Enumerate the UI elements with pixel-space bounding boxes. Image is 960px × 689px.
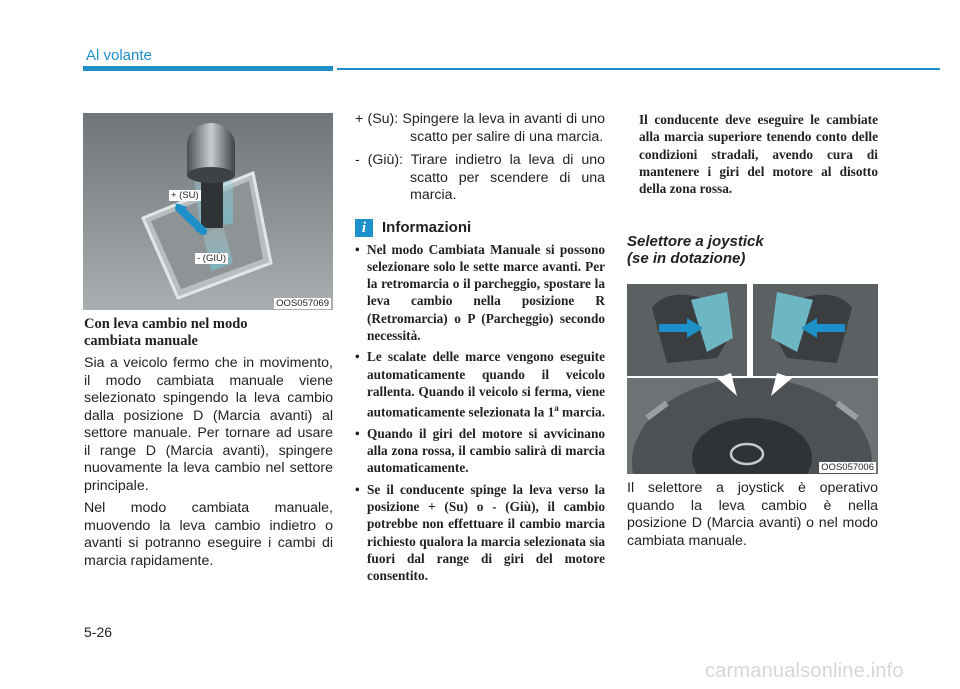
page-number: 5-26 (84, 624, 113, 640)
bullet-text: Nel modo Cambiata Manuale si possono selezionare solo le sette marce avanti. Per la retromarcia o il parcheggio, spostare la leva cambio nella posizione R (Retromarcia) o P (Parcheggio) secondo necessità. (367, 241, 605, 343)
gear-lever-illustration (83, 113, 333, 310)
watermark: carmanualsonline.info (705, 660, 904, 682)
steering-wheel-illustration (627, 278, 878, 474)
subheading-joystick (627, 233, 764, 267)
gear-lever-figure (83, 113, 333, 310)
definition-shift-down (355, 152, 605, 205)
definition-desc: Tirare indietro la leva di uno scatto per scendere di una marcia. (410, 152, 606, 203)
info-heading (355, 219, 605, 237)
subheading-line-2: cambiata manuale (84, 333, 198, 349)
column-1 (84, 316, 333, 575)
list-item: • Quando il giri del motore si avvicinano alla zona rossa, il cambio salirà di marcia automaticamente. (355, 425, 605, 476)
subheading-line-2: (se in dotazione) (627, 250, 746, 267)
info-title: Informazioni (382, 219, 472, 236)
definition-term: - (Giù): (355, 152, 404, 168)
definition-desc: Spingere la leva in avanti di uno scatto per salire di una marcia. (402, 111, 605, 145)
bullet-tail: marcia. (558, 404, 606, 420)
section-title: Al volante (86, 47, 152, 64)
figure-code: OOS057069 (276, 298, 329, 309)
subheading-manual-mode (84, 316, 333, 350)
paragraph-joystick: Il selettore a joystick è operativo quando la leva cambio è nella posizione D (Marcia avanti) o nel modo cambiata manuale. (627, 480, 878, 549)
paragraph-manual-mode-shift: Nel modo cambiata manuale, muovendo la leva cambio indietro o avanti si potranno eseguire i cambi di marcia rapidamente. (84, 500, 333, 569)
info-bullet-list (355, 241, 605, 585)
list-item: • Se il conducente spinge la leva verso la posizione + (Su) o - (Giù), il cambio potrebbe non effettuare il cambio marcia richiesto qualora la marcia selezionata sia fuori dal range di giri del motore consentito. (355, 481, 605, 584)
subheading-line-1: Con leva cambio nel modo (84, 316, 248, 332)
paragraph-manual-mode-select: Sia a veicolo fermo che in movimento, il modo cambiata manuale viene selezionato spingendo la leva cambio dalla posizione D (Marcia avanti) al settore manuale. Per tornare ad usare il range D (Marcia avanti), spingere nuovamente la leva cambio nel settore principale. (84, 355, 333, 494)
shift-down-label: - (GIÙ) (197, 253, 227, 264)
shift-up-label: + (SU) (171, 190, 199, 201)
header-rule-thin (337, 68, 940, 70)
definition-term: + (Su): (355, 111, 399, 127)
ordinal-sup: a (554, 403, 559, 414)
list-item: • Le scalate delle marce vengono eseguite automaticamente quando il veicolo rallenta. Quando il veicolo si ferma, viene automaticamente selezionata la 1$^a$ marcia. (355, 349, 606, 420)
subheading-line-1: Selettore a joystick (627, 233, 764, 250)
info-icon: i (355, 219, 373, 237)
list-item: • Nel modo Cambiata Manuale si possono selezionare solo le sette marce avanti. Per la retromarcia o il parcheggio, spostare la leva cambio nella posizione R (Retromarcia) o P (Parcheggio) secondo necessità. (355, 241, 605, 343)
bullet-text: Le scalate delle marce vengono eseguite automaticamente quando il veicolo rallenta. Quando il veicolo si ferma, viene automaticamente selezionata la 1 (367, 349, 605, 420)
column-2 (355, 111, 605, 589)
definition-shift-up (355, 111, 605, 146)
joystick-figure (627, 278, 878, 474)
header-rule-thick (83, 66, 333, 71)
bullet-text: Se il conducente spinge la leva verso la posizione + (Su) o - (Giù), il cambio potrebbe non effettuare il cambio marcia richiesto qualora la marcia selezionata sia fuori dal range di giri del motore consentito. (367, 481, 605, 584)
bullet-text: Quando il giri del motore si avvicinano alla zona rossa, il cambio salirà di marcia automaticamente. (367, 425, 605, 476)
figure-code: OOS057006 (821, 462, 874, 473)
info-continued: Il conducente deve eseguire le cambiate alla marcia superiore tenendo conto delle condizioni stradali, avendo cura di mantenere i giri del motore al disotto della zona rossa. (639, 112, 878, 197)
